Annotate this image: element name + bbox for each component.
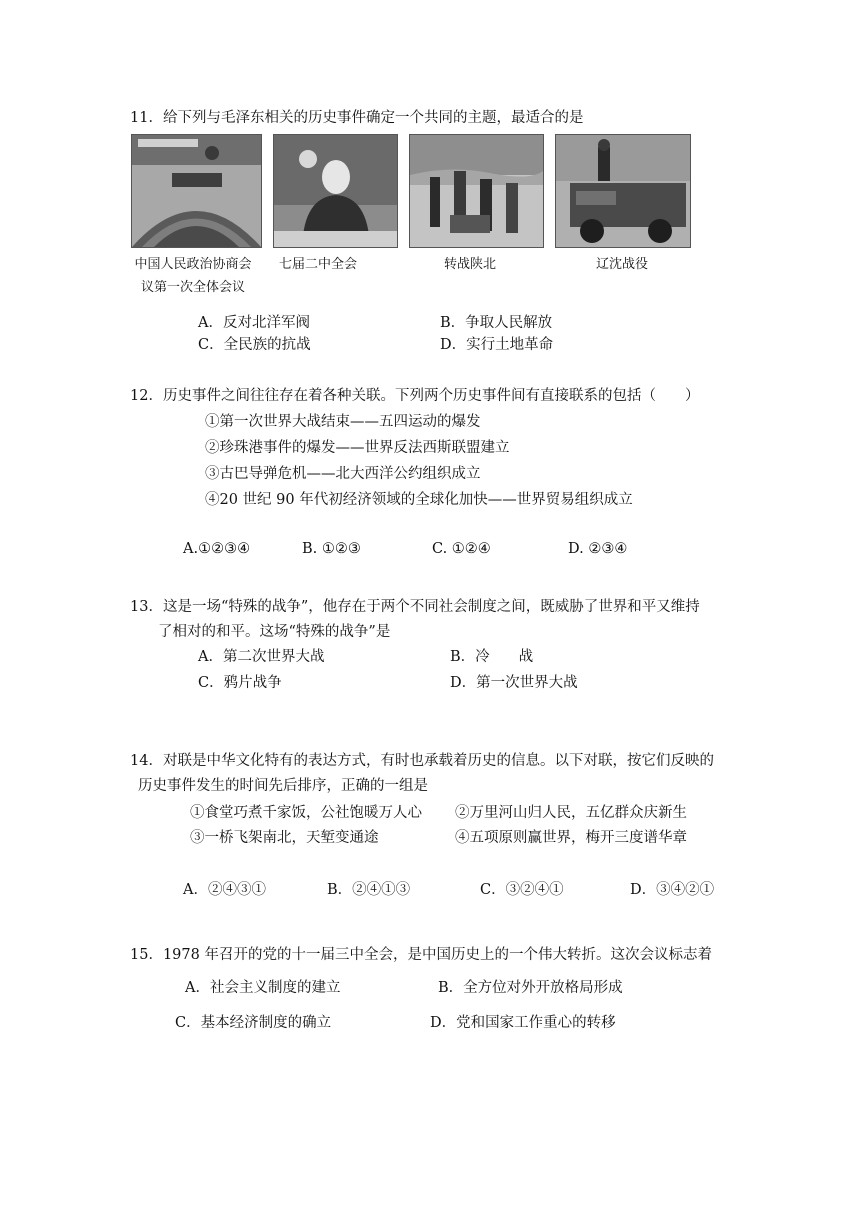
q14-option-c: C．③②④① (480, 882, 564, 898)
q14-stem-line2: 历史事件发生的时间先后排序，正确的一组是 (138, 778, 428, 794)
q14-item-4: ④五项原则赢世界，梅开三度谱华章 (455, 830, 687, 846)
q14-option-d: D．③④②① (630, 882, 715, 898)
q15-stem: 15．1978 年召开的党的十一届三中全会，是中国历史上的一个伟大转折。这次会议标志着 (130, 947, 712, 963)
q12-option-c: C. ①②④ (432, 541, 491, 557)
caption-second-plenary: 七届二中全会 (278, 257, 357, 272)
q12-item-3: ③古巴导弹危机——北大西洋公约组织成立 (205, 466, 481, 482)
q13-option-a: A．第二次世界大战 (198, 649, 325, 665)
q15-option-a: A．社会主义制度的建立 (185, 980, 341, 996)
photo-northern-shaanxi-campaign (409, 134, 544, 248)
q15-option-b: B．全方位对外开放格局形成 (438, 980, 623, 996)
q12-option-a: A.①②③④ (183, 541, 251, 557)
q14-option-b: B．②④①③ (327, 882, 411, 898)
q13-option-d: D．第一次世界大战 (450, 675, 578, 691)
q11-option-c: C．全民族的抗战 (198, 337, 311, 353)
photo-second-plenary-session (273, 134, 398, 248)
caption-cppcc-line1: 中国人民政治协商会 (134, 257, 252, 272)
caption-liaoshen: 辽沈战役 (595, 257, 648, 272)
q12-item-4: ④20 世纪 90 年代初经济领域的全球化加快——世界贸易组织成立 (205, 492, 633, 508)
q11-option-b: B．争取人民解放 (440, 315, 553, 331)
caption-northern-shaanxi: 转战陕北 (443, 257, 496, 272)
q14-stem-line1: 14．对联是中华文化特有的表达方式，有时也承载着历史的信息。以下对联，按它们反映的 (130, 753, 714, 769)
q14-item-3: ③一桥飞架南北，天堑变通途 (190, 830, 379, 846)
q12-option-d: D. ②③④ (568, 541, 628, 557)
q11-option-d: D．实行土地革命 (440, 337, 554, 353)
q14-item-2: ②万里河山归人民，五亿群众庆新生 (455, 805, 687, 821)
photo-cppcc-meeting (131, 134, 262, 248)
q15-option-d: D．党和国家工作重心的转移 (430, 1015, 616, 1031)
q12-item-2: ②珍珠港事件的爆发——世界反法西斯联盟建立 (205, 440, 510, 456)
q11-option-a: A．反对北洋军阀 (198, 315, 310, 331)
photo-liaoshen-campaign (555, 134, 691, 248)
q12-stem: 12．历史事件之间往往存在着各种关联。下列两个历史事件间有直接联系的包括（ ） (130, 388, 700, 404)
caption-cppcc-line2: 议第一次全体会议 (140, 280, 245, 295)
q13-option-b: B．冷 战 (450, 649, 534, 665)
q13-stem-line2: 了相对的和平。这场“特殊的战争”是 (158, 624, 391, 640)
q15-option-c: C．基本经济制度的确立 (175, 1015, 332, 1031)
q12-option-b: B. ①②③ (302, 541, 361, 557)
q14-option-a: A．②④③① (183, 882, 266, 898)
q13-option-c: C．鸦片战争 (198, 675, 282, 691)
q11-stem: 11．给下列与毛泽东相关的历史事件确定一个共同的主题，最适合的是 (130, 110, 584, 126)
q14-item-1: ①食堂巧煮千家饭，公社饱暖万人心 (190, 805, 422, 821)
q13-stem-line1: 13．这是一场“特殊的战争”，他存在于两个不同社会制度之间，既威胁了世界和平又维持 (130, 599, 700, 615)
q12-item-1: ①第一次世界大战结束——五四运动的爆发 (205, 414, 481, 430)
